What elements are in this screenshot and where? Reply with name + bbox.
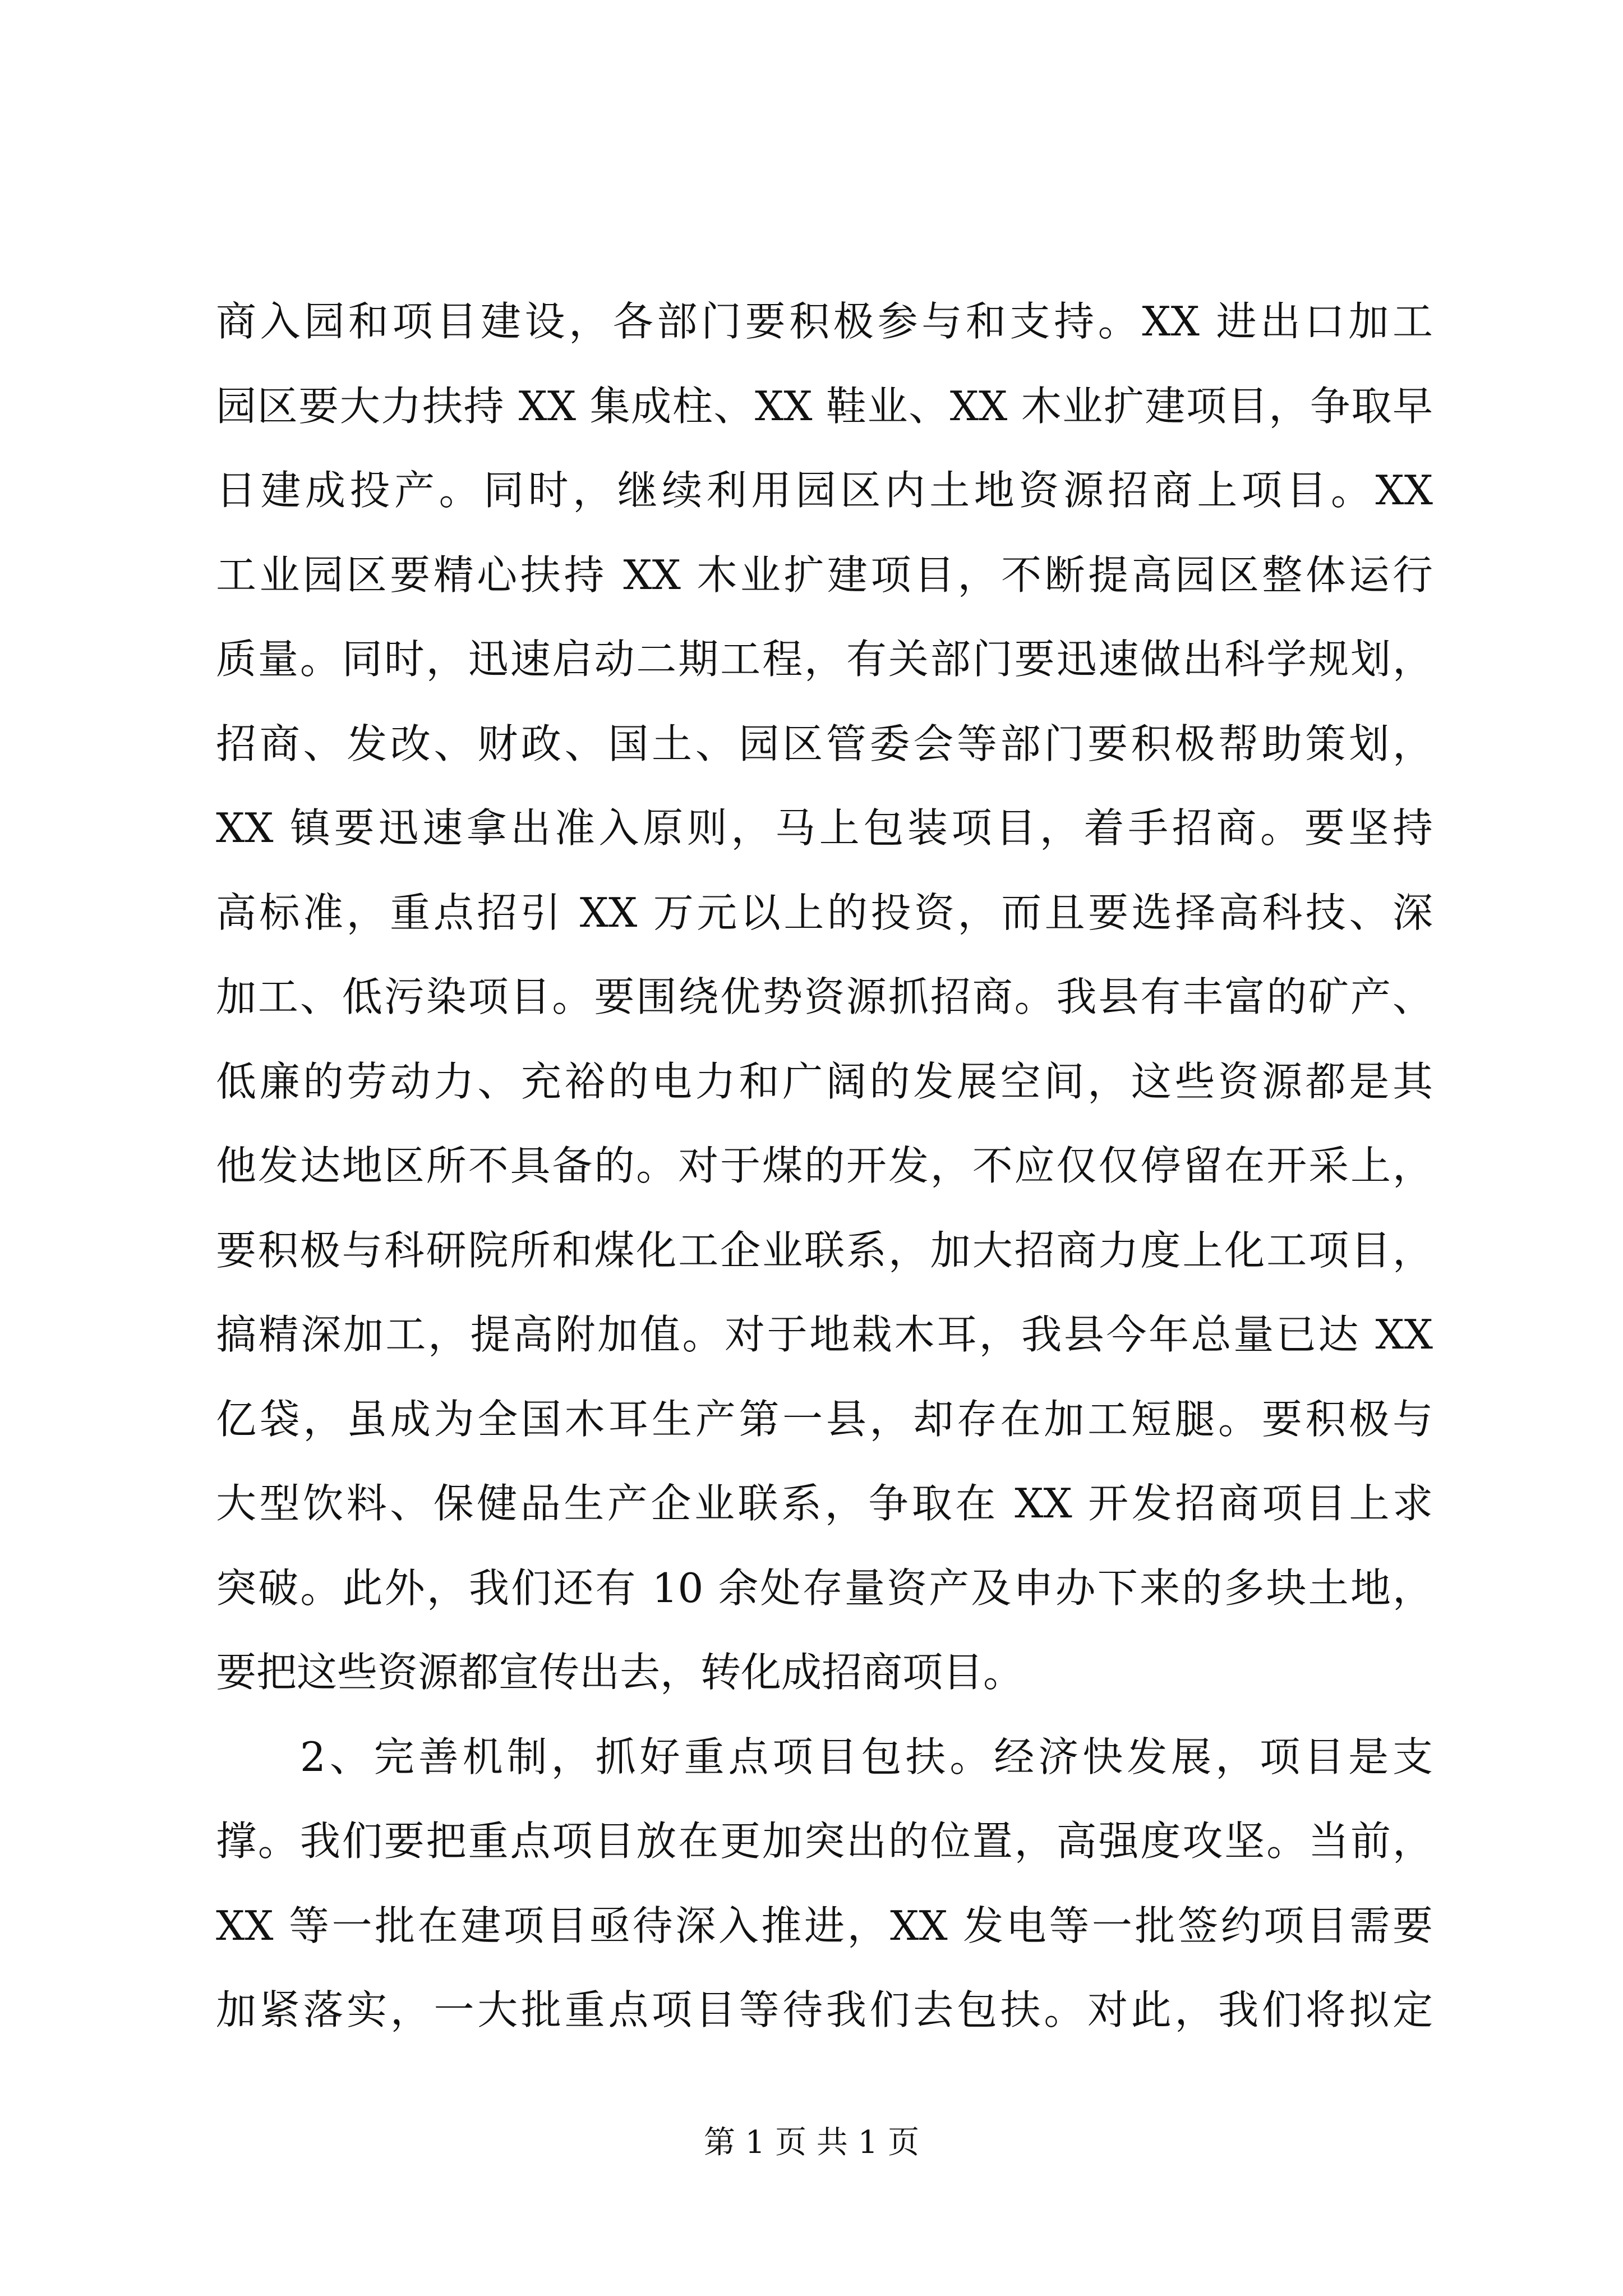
- text-line: 他发达地区所不具备的。对于煤的开发，不应仅仅停留在开采上，: [216, 1142, 1433, 1189]
- text-line: 大型饮料、保健品生产企业联系，争取在 XX 开发招商项目上求: [216, 1480, 1433, 1527]
- text-line: 招商、发改、财政、国土、园区管委会等部门要积极帮助策划，: [216, 720, 1433, 767]
- paragraph-last-line: 要把这些资源都宣传出去，转化成招商项目。: [216, 1649, 1024, 1696]
- text-line: 质量。同时，迅速启动二期工程，有关部门要迅速做出科学规划，: [216, 636, 1433, 683]
- text-line: 园区要大力扶持 XX 集成柱、XX 鞋业、XX 木业扩建项目，争取早: [216, 382, 1433, 430]
- text-line: 亿袋，虽成为全国木耳生产第一县，却存在加工短腿。要积极与: [216, 1395, 1433, 1443]
- text-line: 搞精深加工，提高附加值。对于地栽木耳，我县今年总量已达 XX: [216, 1311, 1433, 1358]
- text-line: 日建成投产。同时，继续利用园区内土地资源招商上项目。XX: [216, 467, 1433, 514]
- text-line: 要积极与科研院所和煤化工企业联系，加大招商力度上化工项目，: [216, 1226, 1433, 1274]
- text-line: 商入园和项目建设，各部门要积极参与和支持。XX 进出口加工: [216, 298, 1433, 345]
- body-text: [216, 279, 1433, 2053]
- text-line: 突破。此外，我们还有 10 余处存量资产及申办下来的多块土地，: [216, 1564, 1433, 1612]
- text-line: 加工、低污染项目。要围绕优势资源抓招商。我县有丰富的矿产、: [216, 973, 1433, 1020]
- text-line: 工业园区要精心扶持 XX 木业扩建项目，不断提高园区整体运行: [216, 551, 1433, 599]
- text-line: 高标准，重点招引 XX 万元以上的投资，而且要选择高科技、深: [216, 889, 1433, 936]
- text-line: 低廉的劳动力、充裕的电力和广阔的发展空间，这些资源都是其: [216, 1057, 1433, 1105]
- page-footer: 第 1 页 共 1 页: [703, 2124, 920, 2161]
- text-line: XX 镇要迅速拿出准入原则，马上包装项目，着手招商。要坚持: [216, 804, 1433, 852]
- text-line: 加紧落实，一大批重点项目等待我们去包扶。对此，我们将拟定: [216, 1986, 1433, 2033]
- text-line: XX 等一批在建项目亟待深入推进，XX 发电等一批签约项目需要: [216, 1902, 1433, 1949]
- text-line: 撑。我们要把重点项目放在更加突出的位置，高强度攻坚。当前，: [216, 1818, 1433, 1865]
- paragraph-first-line: 2、完善机制，抓好重点项目包扶。经济快发展，项目是支: [300, 1733, 1433, 1780]
